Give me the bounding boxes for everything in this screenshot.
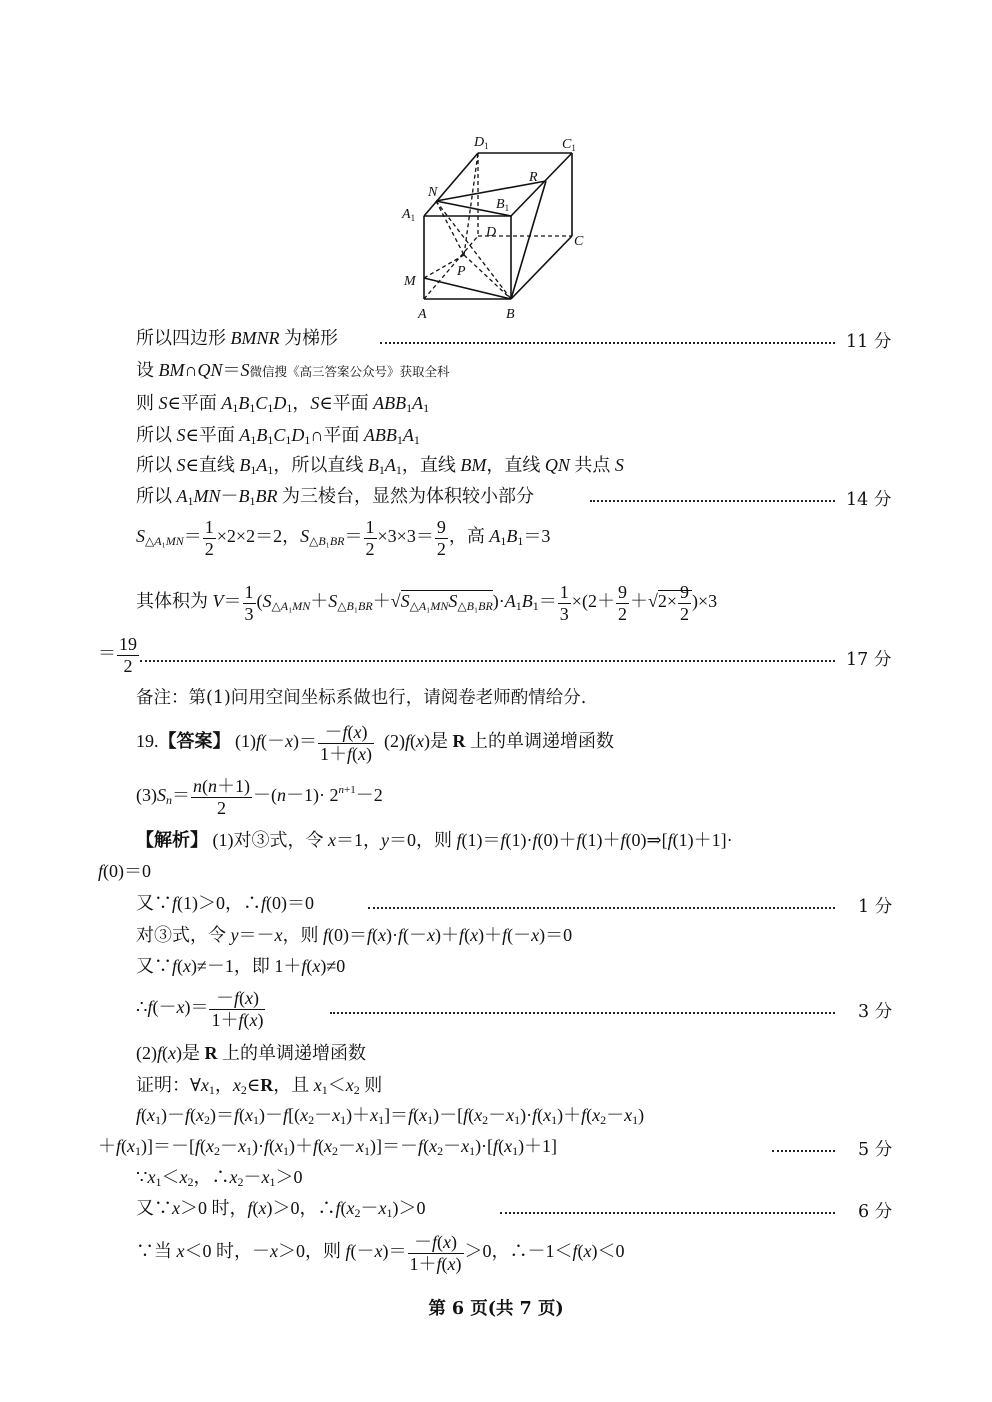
line-22-text: $\because x_1<x_2$，$\therefore x_2-x_1>0$ <box>136 1167 303 1189</box>
leader-dots <box>380 342 835 344</box>
hidden-P-D1 <box>464 153 478 255</box>
cube-diagram <box>390 128 590 328</box>
line-17 <box>136 988 266 1030</box>
line-15 <box>136 925 572 947</box>
label-D: D <box>486 225 497 240</box>
line-19-text: 证明：$\forall x_1$，$x_2\in R$，且 $x_1<x_2$ 则 <box>136 1075 383 1097</box>
watermark-text: 微信搜《高三答案公众号》获取全科 <box>249 364 450 379</box>
line-11-text: $(3)S_n=$ $\frac{n(n+1)}{2}$ $-(n-1)\cdot 2^{n+1}-2$ <box>136 776 383 818</box>
line-3-text: 所以 S∈平面 $A_1B_1C_1D_1\cap$平面 $ABB_1A_1$ <box>136 425 420 447</box>
line-13 <box>98 861 151 883</box>
label-M: M <box>404 274 416 289</box>
cube-figure <box>390 128 590 332</box>
line-8-text: ＝ $\frac{19}{2}$ <box>98 634 137 676</box>
line-10 <box>136 722 614 764</box>
line-21-text: $+f(x_1)]=-[f(x_2-x_1)\cdot f(x_1)+f(x_2-x_1)]=-f(x_2-x_1)\cdot[f(x_1)+1]$ <box>98 1136 558 1158</box>
score-8: 17 分 <box>846 650 892 670</box>
leader-dots <box>368 907 835 909</box>
label-A1: $A_1$ <box>402 207 416 223</box>
label-D1: $D_1$ <box>474 135 489 151</box>
line-2-text: 则 S∈平面 $A_1B_1C_1D_1$，S∈平面 $ABB_1A_1$ <box>136 393 430 415</box>
leader-dots <box>590 500 835 502</box>
line-2 <box>136 393 429 415</box>
score-14: 1 分 <box>858 897 893 917</box>
hidden-N-P <box>436 201 464 255</box>
line-19 <box>136 1075 382 1097</box>
leader-dots <box>330 1012 835 1014</box>
label-B: B <box>506 307 515 322</box>
line-6-text: $S_{\triangle A_1MN}=$ $\frac{1}{2}$ ×2×2＝2，$S_{\triangle B_1BR}=$ $\frac{1}{2}$ ×3×3＝ $\frac{9}{2}$ ，高 $A_1B_1=3$ <box>136 517 551 559</box>
edge-C1-B1 <box>511 153 572 216</box>
line-3 <box>136 425 420 447</box>
line-1-text: 设 BM∩QN＝S <box>136 360 250 380</box>
line-0-text: 所以四边形 BMNR 为梯形 <box>136 328 338 348</box>
line-20-text: $f(x_1)-f(x_2)=f(x_1)-f[(x_2-x_1)+x_1]=f(x_1)-[f(x_2-x_1)\cdot f(x_1)+f(x_2-x_1)$ <box>136 1105 645 1127</box>
line-7-text: 其体积为 V＝ $\frac{1}{3}$ $(S_{\triangle A_1MN}+S_{\triangle B_1BR}+√S_{\triangle A_1MN}S_{\triangle B_1BR})\cdot A_1B_1=$ $\frac{1}{3}$ ×(2＋ $\frac{9}{2}$ ＋√2× $\frac{9}{2}$ )×3 <box>136 582 718 624</box>
score-23: 6 分 <box>858 1202 893 1222</box>
hidden-P-B <box>464 255 511 299</box>
line-15-text: 对③式，令 y＝－x，则 f(0)＝f(x)·f(－x)＋f(x)＋f(－x)＝0 <box>136 925 573 945</box>
line-16-text: 又∵f(x)≠－1，即 1＋f(x)≠0 <box>136 956 346 976</box>
page-footer: 第 6 页(共 7 页) <box>428 1299 564 1319</box>
line-24-text: ∵当 x＜0 时，－x＞0，则 f(－x)＝ $\frac{-f(x)}{1+f(x)}$ ＞0，∴－1＜f(x)＜0 <box>136 1232 625 1274</box>
line-8 <box>98 634 140 676</box>
leader-dots <box>140 660 835 662</box>
line-0 <box>136 328 338 350</box>
line-16 <box>136 956 345 978</box>
line-21 <box>98 1136 557 1158</box>
line-14-text: 又∵f(1)＞0，∴f(0)＝0 <box>136 893 315 913</box>
label-C1: $C_1$ <box>562 137 576 153</box>
line-18-text: (2)f(x)是 R 上的单调递增函数 <box>136 1043 367 1063</box>
label-R: R <box>529 170 538 185</box>
line-9: 备注：第(1)问用空间坐标系做也行，请阅卷老师酌情给分. <box>136 688 587 708</box>
line-5 <box>136 486 534 508</box>
line-10-text: 19.【答案】 (1)f(－x)＝ $\frac{-f(x)}{1+f(x)}$ (2)f(x)是 R 上的单调递增函数 <box>136 722 615 764</box>
score-0: 11 分 <box>846 332 892 352</box>
line-14 <box>136 893 314 915</box>
label-N: N <box>428 185 438 200</box>
score-21: 5 分 <box>858 1140 893 1160</box>
score-5: 14 分 <box>846 490 892 510</box>
line-18 <box>136 1043 366 1065</box>
line-23-text: 又∵x＞0 时，f(x)＞0，$\therefore f(x_2-x_1)>0$ <box>136 1198 426 1220</box>
label-B1: $B_1$ <box>496 197 510 213</box>
line-4 <box>136 455 624 477</box>
line-1 <box>136 360 450 382</box>
line-11 <box>136 776 383 818</box>
line-13-text: f(0)＝0 <box>98 861 152 881</box>
leader-dots <box>772 1150 835 1152</box>
line-22 <box>136 1167 302 1189</box>
line-24 <box>136 1232 625 1274</box>
line-5-text: 所以 $A_1MN-B_1BR$ 为三棱台，显然为体积较小部分 <box>136 486 534 508</box>
line-6 <box>136 517 550 559</box>
line-7 <box>136 582 717 624</box>
score-17: 3 分 <box>858 1002 893 1022</box>
label-C: C <box>574 234 584 249</box>
line-4-text: 所以 S∈直线 $B_1A_1$，所以直线 $B_1A_1$，直线 BM，直线 QN 共点 S <box>136 455 624 477</box>
line-20 <box>136 1105 644 1127</box>
label-A: A <box>418 307 427 322</box>
label-P: P <box>457 264 466 279</box>
leader-dots <box>500 1212 835 1214</box>
line-17-text: ∴f(－x)＝ $\frac{-f(x)}{1+f(x)}$ <box>136 988 264 1030</box>
line-12-text: 【解析】 (1)对③式，令 x＝1，y＝0，则 f(1)＝f(1)·f(0)＋f(1)＋f(0)⇒[f(1)＋1]· <box>136 830 733 850</box>
line-12 <box>136 830 733 852</box>
line-23 <box>136 1198 426 1220</box>
